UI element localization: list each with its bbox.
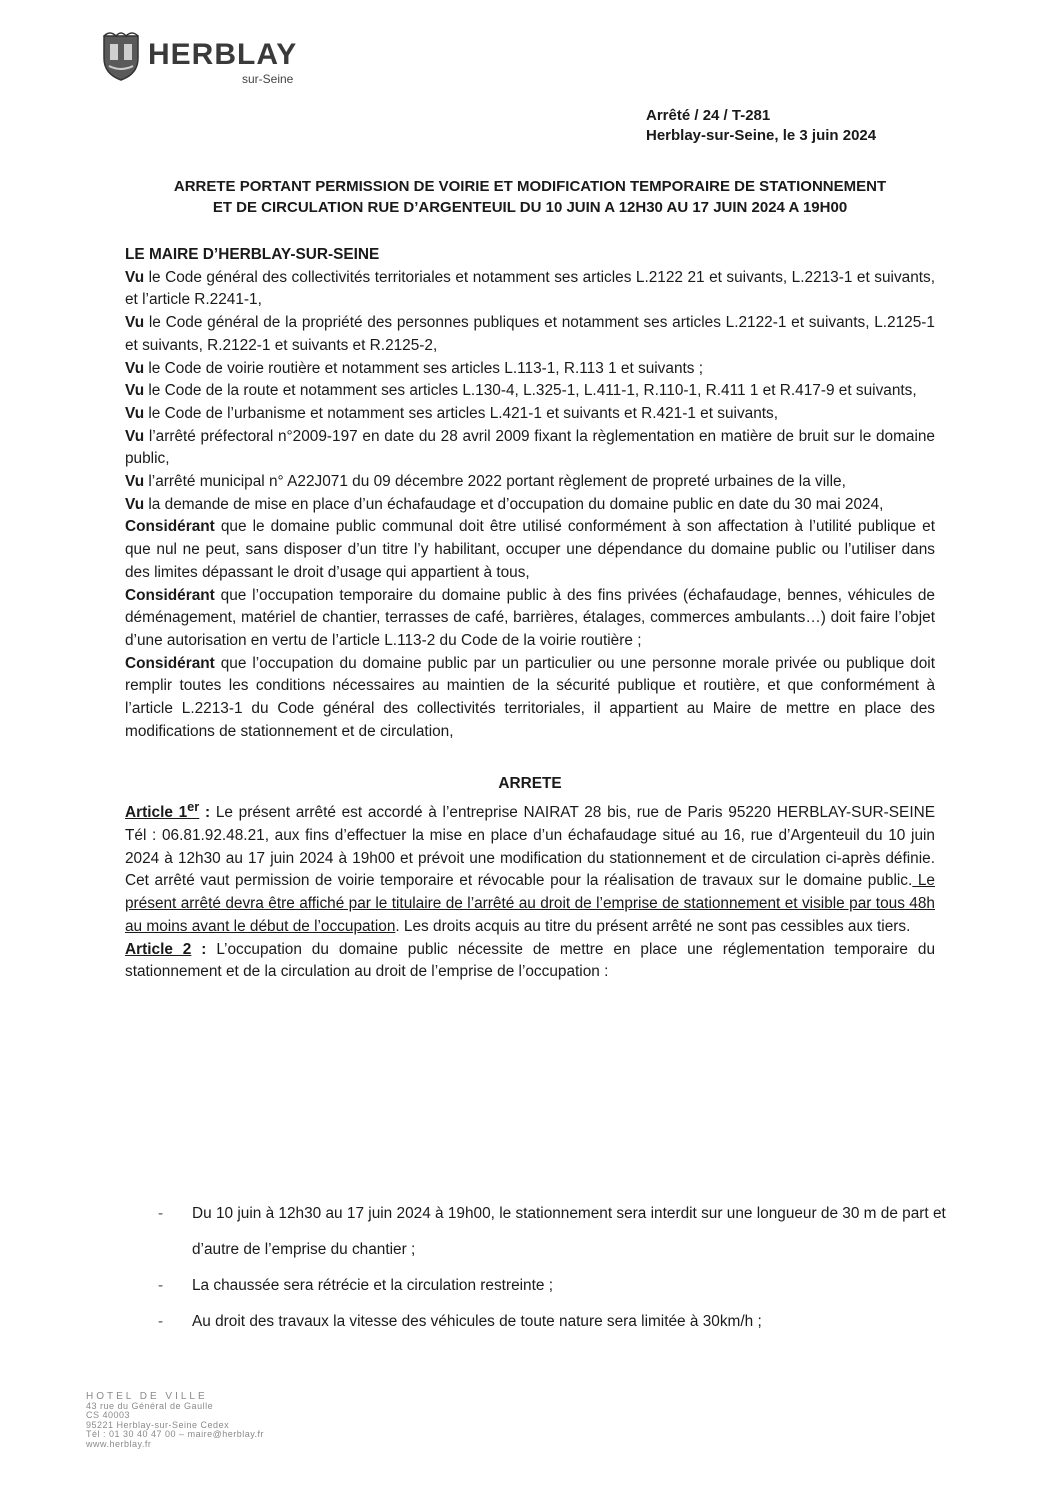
- list-item: [158, 1268, 948, 1304]
- vu-label: Vu: [125, 314, 145, 332]
- title-line-2: ET DE CIRCULATION RUE D’ARGENTEUIL DU 10 JUIN A 12H30 AU 17 JUIN 2024 A 19H00: [212, 199, 848, 216]
- list-item: [158, 1196, 948, 1268]
- visa-text: l’arrêté municipal n° A22J071 du 09 décembre 2022 portant règlement de propreté urbaines de la ville,: [148, 473, 846, 491]
- vu-label: Vu: [125, 268, 145, 286]
- article-1-sup: er: [187, 799, 200, 815]
- considerant-text: que l’occupation du domaine public par un particulier ou une personne morale privée ou publique doit remplir toutes les conditions nécessaires au maintien de la sécurité publique et routière, et que conformément à l’article L.2213-1 du Code général des collectivités territoriales, il appartient au Maire de mettre en place des modifications de stationnement et de circulation,: [125, 654, 935, 740]
- considerant-text: que le domaine public communal doit être utilisé conformément à son affectation à l’utilité publique et que nul ne peut, sans disposer d’un titre l’y habilitant, occuper une dépendance du domaine public ou l’utiliser dans des limites dépassant le droit d’usage qui appartient à tous,: [125, 518, 935, 581]
- footer-website: www.herblay.fr: [86, 1438, 152, 1449]
- visa-paragraph: [125, 494, 935, 517]
- footer-contact: Tél : 01 30 40 47 00 – maire@herblay.fr: [86, 1429, 265, 1439]
- visa-text: l’arrêté préfectoral n°2009-197 en date du 28 avril 2009 fixant la règlementation en matière de bruit sur le domaine public,: [125, 427, 935, 468]
- visa-text: le Code de l’urbanisme et notamment ses articles L.421-1 et suivants et R.421-1 et suivants,: [148, 404, 779, 422]
- dash-bullet-icon: -: [158, 1313, 164, 1330]
- visa-text: le Code de voirie routière et notamment ses articles L.113-1, R.113 1 et suivants ;: [148, 359, 704, 377]
- dash-bullet-icon: -: [158, 1277, 164, 1294]
- visa-paragraph: [125, 471, 935, 494]
- considerant-paragraph: [125, 516, 935, 584]
- vu-label: Vu: [125, 404, 145, 422]
- document-title: [100, 176, 960, 218]
- title-line-1: ARRETE PORTANT PERMISSION DE VOIRIE ET MODIFICATION TEMPORAIRE DE STATIONNEMENT: [173, 178, 887, 195]
- considerant-label: Considérant: [125, 586, 215, 604]
- article-1-label-text: Article 1: [125, 804, 188, 822]
- city-logo: [100, 30, 320, 90]
- logo-name: HERBLAY: [148, 38, 298, 71]
- article-1-text: Le présent arrêté est accordé à l’entreprise NAIRAT 28 bis, rue de Paris 95220 HERBLAY-SUR-SEINE Tél : 06.81.92.48.21, aux fins d’effectuer la mise en place d’un échafaudage situé au 16, rue d’Argenteuil du 10 juin 2024 à 12h30 au 17 juin 2024 à 19h00 et prévoit une modification du stationnement et de circulation ci-après définie. Cet arrêté vaut permission de voirie temporaire et révocable pour la réalisation de travaux sur le domaine public.: [125, 804, 935, 890]
- article-1-text-end: . Les droits acquis au titre du présent arrêté ne sont pas cessibles aux tiers.: [395, 917, 911, 935]
- article-1-display-notice: Le présent arrêté devra être affiché par le titulaire de l’arrêté au droit de l’emprise de stationnement et visible par tous 48h au moins avant le début de l’occupation: [125, 872, 935, 935]
- city-crest-icon: [100, 30, 142, 82]
- considerant-text: que l’occupation temporaire du domaine public à des fins privées (échafaudage, bennes, véhicules de déménagement, matériel de chantier, terrasses de café, barrières, étalages, commerces ambulants…) doit faire l’objet d’une autorisation en vertu de l’article L.113-2 du Code de la voirie routière ;: [125, 586, 935, 649]
- considerant-label: Considérant: [125, 654, 215, 672]
- article-2-label: Article 2: [125, 940, 192, 958]
- visa-paragraph: [125, 380, 935, 403]
- footer-address: [86, 1392, 264, 1449]
- visa-paragraph: [125, 358, 935, 381]
- visa-text: le Code de la route et notamment ses articles L.130-4, L.325-1, L.411-1, R.110-1, R.411 1 et R.417-9 et suivants,: [148, 382, 917, 400]
- mayor-heading: LE MAIRE D’HERBLAY-SUR-SEINE: [125, 246, 380, 263]
- considerant-paragraph: [125, 653, 935, 744]
- document-reference: [646, 106, 876, 146]
- article-2-colon: :: [191, 940, 207, 958]
- visa-text: la demande de mise en place d’un échafaudage et d’occupation du domaine public en date du 30 mai 2024,: [148, 495, 884, 513]
- logo-subtitle: sur-Seine: [242, 72, 294, 86]
- visa-text: le Code général de la propriété des personnes publiques et notamment ses articles L.2122-1 et suivants, L.2125-1 et suivants, R.2122-1 et suivants et R.2125-2,: [125, 314, 935, 354]
- place-and-date: Herblay-sur-Seine, le 3 juin 2024: [646, 127, 877, 144]
- visa-paragraph: [125, 312, 935, 357]
- vu-label: Vu: [125, 427, 145, 445]
- footer-hotel-de-ville: HOTEL DE VILLE: [86, 1391, 208, 1402]
- document-body: [125, 244, 935, 984]
- list-item: [158, 1304, 948, 1340]
- vu-label: Vu: [125, 495, 145, 513]
- article-1-colon: :: [199, 804, 211, 822]
- considerant-paragraph: [125, 585, 935, 653]
- list-item-text: La chaussée sera rétrécie et la circulation restreinte ;: [192, 1277, 554, 1294]
- considerant-label: Considérant: [125, 518, 215, 536]
- vu-label: Vu: [125, 473, 145, 491]
- list-item-text: Du 10 juin à 12h30 au 17 juin 2024 à 19h00, le stationnement sera interdit sur une longueur de 30 m de part et d’autre de l’emprise du chantier ;: [192, 1205, 946, 1258]
- visa-paragraph: [125, 403, 935, 426]
- article-1: [125, 796, 935, 938]
- article-2: [125, 939, 935, 984]
- reference-number: Arrêté / 24 / T-281: [646, 107, 771, 124]
- article-2-text: L’occupation du domaine public nécessite de mettre en place une réglementation temporaire du stationnement et de la circulation au droit de l’emprise de l’occupation :: [125, 940, 935, 981]
- footer-city: 95221 Herblay-sur-Seine Cedex: [86, 1419, 230, 1430]
- vu-label: Vu: [125, 382, 145, 400]
- measures-list: [158, 1196, 948, 1340]
- visa-paragraph: [125, 426, 935, 471]
- list-item-text: Au droit des travaux la vitesse des véhicules de toute nature sera limitée à 30km/h ;: [192, 1313, 762, 1330]
- article-1-label: [125, 799, 200, 822]
- visa-paragraph: [125, 267, 935, 312]
- vu-label: Vu: [125, 359, 145, 377]
- dash-bullet-icon: -: [158, 1205, 164, 1222]
- footer-street: 43 rue du Général de Gaulle: [86, 1400, 214, 1411]
- footer-cs: CS 40003: [86, 1410, 131, 1420]
- arrete-heading: ARRETE: [498, 775, 562, 793]
- visa-text: le Code général des collectivités territoriales et notamment ses articles L.2122 21 et suivants, L.2213-1 et suivants, et l’article R.2241-1,: [125, 268, 936, 309]
